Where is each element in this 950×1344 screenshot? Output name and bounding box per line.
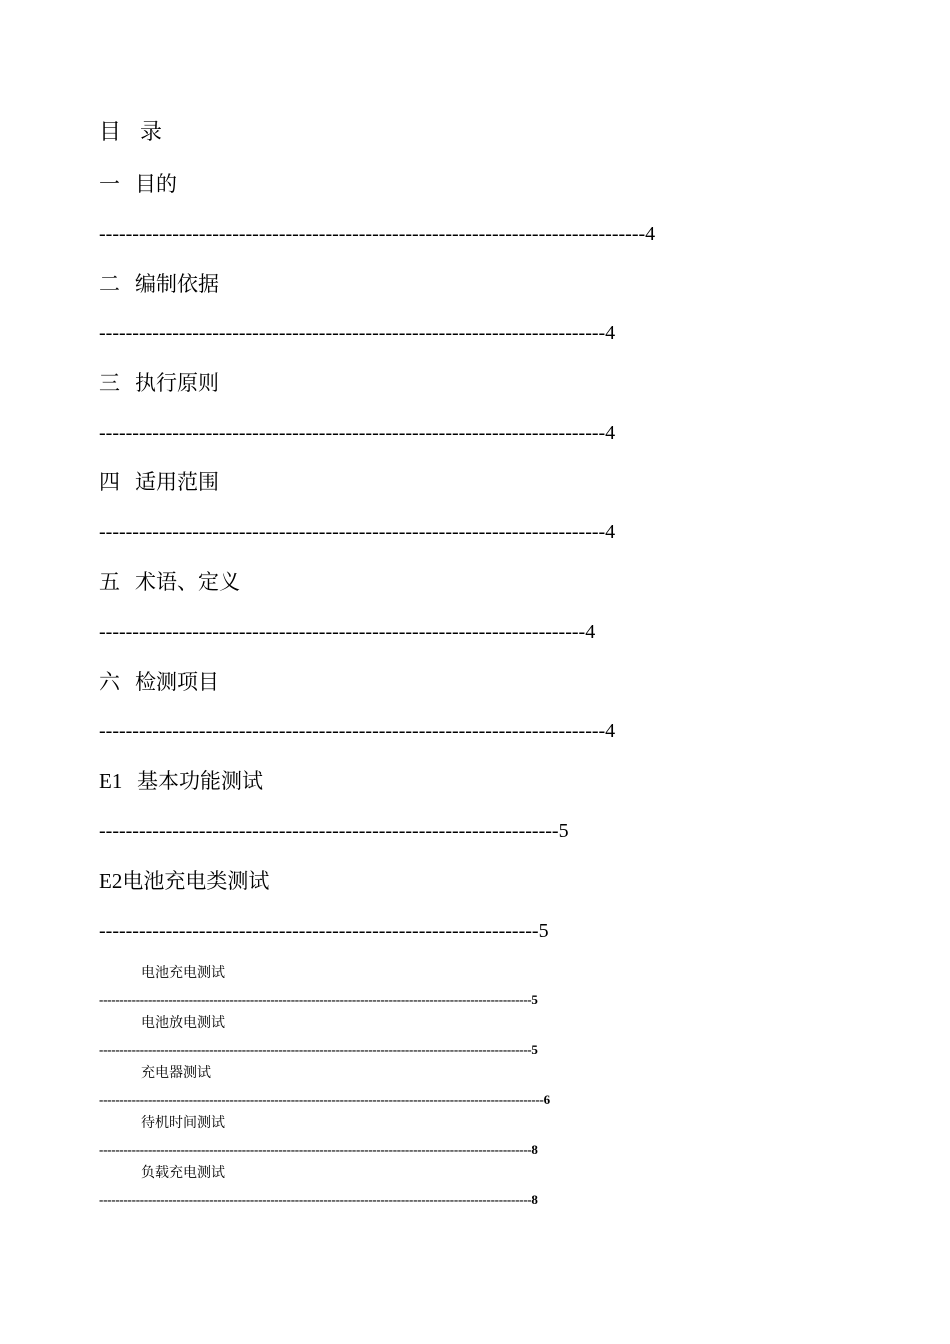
toc-entry-heading [99, 174, 177, 195]
toc-entry-number: 五 [99, 570, 120, 594]
page-number: 8 [531, 1142, 538, 1157]
dot-leader: ---------------------------------------------------------------------------------------------------------- [99, 1042, 532, 1057]
page-number: 5 [558, 820, 569, 842]
dot-leader: ------------------------------------------------------------------------------------------------------------- [99, 1092, 544, 1107]
toc-entry-number: 二 [99, 272, 120, 296]
dot-leader: ---------------------------------------------------------------------------------------------------------- [99, 1192, 532, 1207]
toc-entry-number: 三 [99, 371, 120, 395]
toc-subentry-leader-line [99, 1043, 538, 1056]
page-number: 4 [605, 720, 616, 742]
page-number: 8 [531, 1192, 538, 1207]
dot-leader: ---------------------------------------------------------------------------- [99, 521, 606, 543]
toc-entry-number: 一 [99, 172, 120, 196]
toc-entry-title: 检测项目 [135, 670, 219, 694]
toc-entry-heading [99, 572, 240, 593]
page-number: 4 [585, 621, 596, 643]
dot-leader: ---------------------------------------------------------------------------- [99, 322, 606, 344]
page-number: 4 [605, 422, 616, 444]
page-number: 4 [605, 322, 616, 344]
toc-subentry-title: 电池放电测试 [141, 1015, 225, 1031]
toc-entry-title: 电池充电类测试 [122, 869, 270, 893]
page-number: 5 [531, 992, 538, 1007]
toc-entry-title: 基本功能测试 [137, 769, 263, 793]
toc-entry-number: E1 [99, 769, 123, 793]
toc-entry-heading [99, 472, 219, 493]
toc-subentry-leader-line [99, 993, 538, 1006]
toc-entry-number: 四 [99, 470, 120, 494]
page-number: 6 [543, 1092, 550, 1107]
toc-subentry-leader-line [99, 1093, 550, 1106]
dot-leader: ---------------------------------------------------------------------------------- [99, 223, 646, 245]
toc-entry-heading [99, 771, 263, 792]
dot-leader: --------------------------------------------------------------------- [99, 820, 559, 842]
toc-entry-title: 术语、定义 [135, 570, 240, 594]
page-number: 5 [531, 1042, 538, 1057]
toc-entry-number: 六 [99, 670, 120, 694]
dot-leader: ---------------------------------------------------------------------------- [99, 422, 606, 444]
dot-leader: ---------------------------------------------------------------------------------------------------------- [99, 992, 532, 1007]
page-number: 4 [645, 223, 656, 245]
toc-entry-heading [99, 672, 219, 693]
toc-subentry-title: 待机时间测试 [141, 1115, 225, 1131]
toc-entry-leader-line [99, 821, 569, 841]
dot-leader: ------------------------------------------------------------------ [99, 920, 539, 942]
toc-entry-heading [99, 373, 219, 394]
dot-leader: ------------------------------------------------------------------------- [99, 621, 586, 643]
toc-entry-title: 编制依据 [135, 272, 219, 296]
toc-entry-heading [99, 274, 219, 295]
toc-entry-title: 目的 [135, 172, 177, 196]
toc-entry-title: 适用范围 [135, 470, 219, 494]
toc-entry-leader-line [99, 522, 615, 542]
toc-entry-heading [99, 871, 269, 892]
toc-entry-leader-line [99, 423, 615, 443]
toc-entry-leader-line [99, 622, 595, 642]
toc-entry-leader-line [99, 323, 615, 343]
toc-subentry-leader-line [99, 1143, 538, 1156]
toc-subentry-title: 电池充电测试 [141, 965, 225, 981]
toc-subentry-title: 负载充电测试 [141, 1165, 225, 1181]
toc-subentry-leader-line [99, 1193, 538, 1206]
dot-leader: ---------------------------------------------------------------------------------------------------------- [99, 1142, 532, 1157]
toc-entry-title: 执行原则 [135, 371, 219, 395]
toc-subentry-title: 充电器测试 [141, 1065, 211, 1081]
dot-leader: ---------------------------------------------------------------------------- [99, 720, 606, 742]
page-number: 5 [538, 920, 549, 942]
page-number: 4 [605, 521, 616, 543]
toc-entry-number: E2 [99, 869, 123, 893]
toc-entry-leader-line [99, 224, 655, 244]
toc-title: 目 录 [99, 120, 168, 145]
toc-entry-leader-line [99, 721, 615, 741]
toc-entry-leader-line [99, 921, 549, 941]
